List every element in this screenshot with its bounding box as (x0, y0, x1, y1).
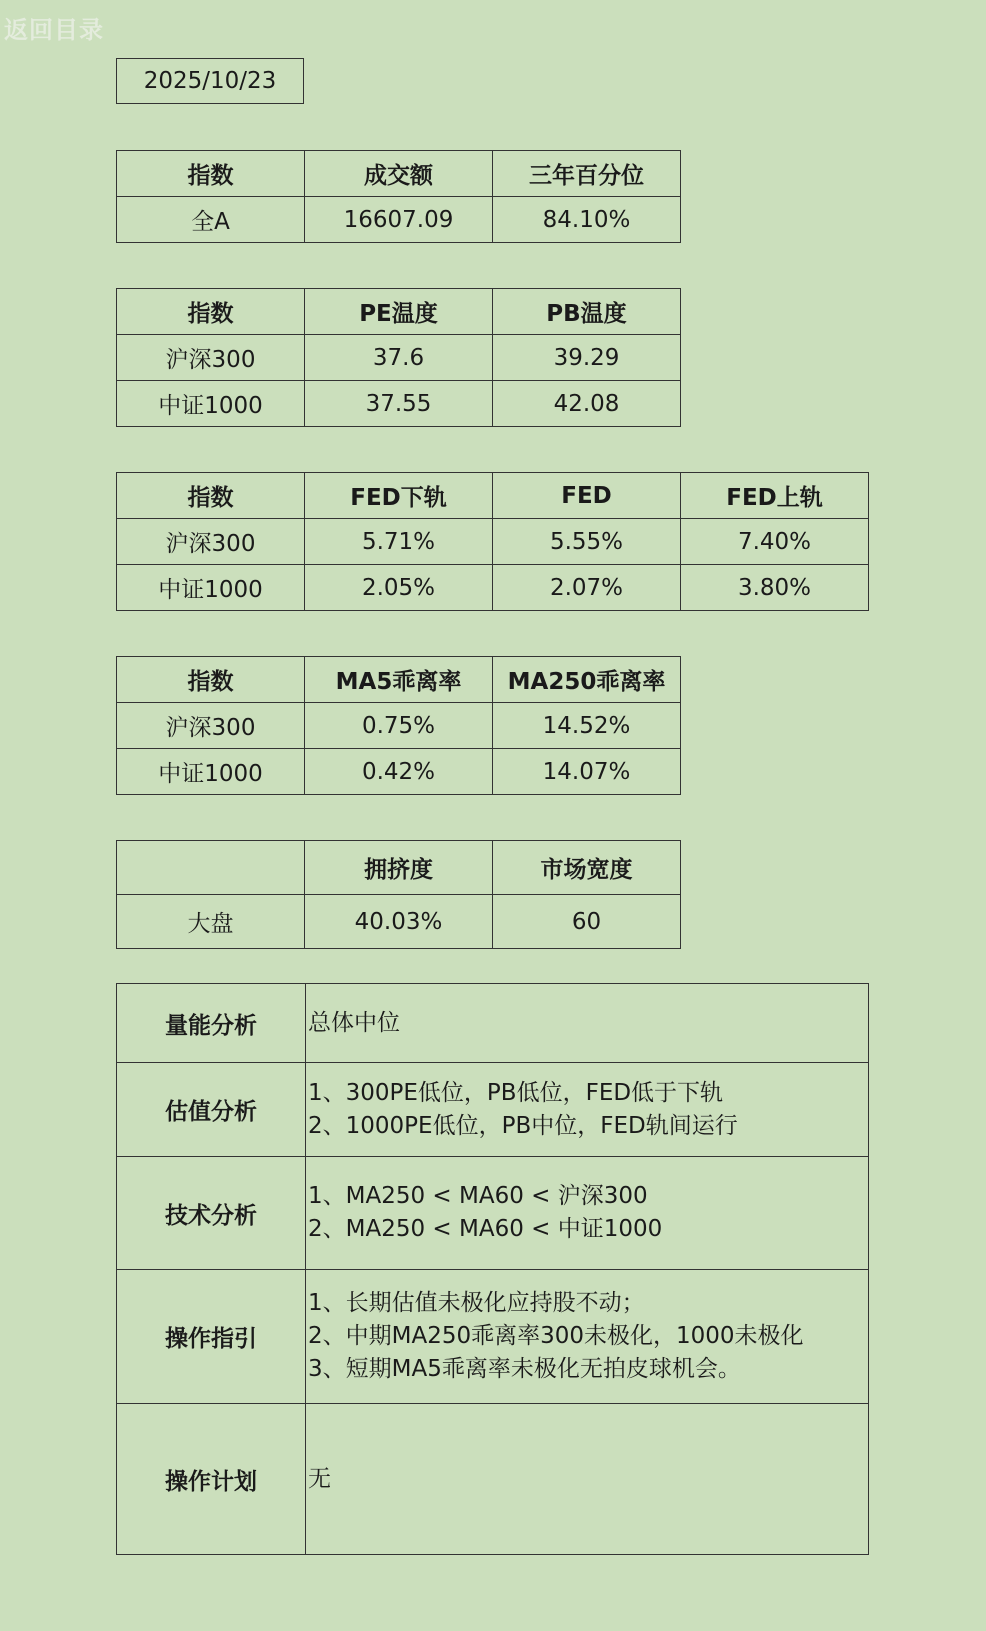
table-cell: 2.07% (493, 565, 681, 611)
table-cell: 14.07% (493, 749, 681, 795)
turnover-table (116, 150, 681, 243)
table-row (117, 381, 681, 427)
summary-line: 3、短期MA5乖离率未极化无拍皮球机会。 (308, 1356, 741, 1382)
header-cell: 指数 (117, 151, 305, 197)
table-cell: 沪深300 (117, 335, 305, 381)
table-cell: 37.55 (305, 381, 493, 427)
summary-key: 估值分析 (117, 1063, 306, 1157)
summary-line: 2、1000PE低位，PB中位，FED轨间运行 (308, 1112, 738, 1139)
summary-line: 1、MA250 < MA60 < 沪深300 (308, 1183, 648, 1209)
header-cell: MA250乖离率 (493, 657, 681, 703)
summary-line: 总体中位 (308, 1009, 400, 1036)
summary-key: 操作指引 (117, 1270, 306, 1404)
table-cell: 沪深300 (117, 519, 305, 565)
table-cell: 大盘 (117, 895, 305, 949)
header-cell: MA5乖离率 (305, 657, 493, 703)
table-header-row (117, 657, 681, 703)
table-cell: 84.10% (493, 197, 681, 243)
table-row (117, 519, 869, 565)
table-cell: 14.52% (493, 703, 681, 749)
table-header-row (117, 841, 681, 895)
summary-line: 1、300PE低位，PB低位，FED低于下轨 (308, 1079, 724, 1106)
summary-row (117, 1157, 869, 1270)
summary-row (117, 1270, 869, 1404)
summary-row (117, 1404, 869, 1555)
table-cell: 中证1000 (117, 565, 305, 611)
header-cell: 三年百分位 (493, 151, 681, 197)
report-date: 2025/10/23 (116, 58, 304, 104)
table-cell: 5.71% (305, 519, 493, 565)
header-cell: 指数 (117, 657, 305, 703)
temperature-table (116, 288, 681, 427)
header-cell: 市场宽度 (493, 841, 681, 895)
table-row (117, 335, 681, 381)
table-cell: 39.29 (493, 335, 681, 381)
summary-key: 量能分析 (117, 984, 306, 1063)
table-row (117, 749, 681, 795)
fed-table (116, 472, 869, 611)
table-cell: 40.03% (305, 895, 493, 949)
summary-line: 1、长期估值未极化应持股不动； (308, 1290, 645, 1316)
table-row (117, 895, 681, 949)
table-cell: 2.05% (305, 565, 493, 611)
table-cell: 3.80% (681, 565, 869, 611)
header-cell (117, 841, 305, 895)
analysis-summary-table (116, 983, 869, 1555)
header-cell: FED上轨 (681, 473, 869, 519)
summary-row (117, 1063, 869, 1157)
table-cell: 中证1000 (117, 381, 305, 427)
deviation-table (116, 656, 681, 795)
header-cell: FED下轨 (305, 473, 493, 519)
table-cell: 中证1000 (117, 749, 305, 795)
table-cell: 7.40% (681, 519, 869, 565)
table-cell: 沪深300 (117, 703, 305, 749)
summary-value (306, 1157, 869, 1270)
header-cell: 成交额 (305, 151, 493, 197)
summary-key: 操作计划 (117, 1404, 306, 1555)
header-cell: PE温度 (305, 289, 493, 335)
header-cell: FED (493, 473, 681, 519)
summary-value (306, 984, 869, 1063)
table-header-row (117, 289, 681, 335)
summary-row (117, 984, 869, 1063)
table-cell: 0.75% (305, 703, 493, 749)
table-cell: 60 (493, 895, 681, 949)
table-cell: 0.42% (305, 749, 493, 795)
table-row (117, 703, 681, 749)
summary-line: 无 (308, 1465, 331, 1492)
summary-value (306, 1063, 869, 1157)
summary-line: 2、中期MA250乖离率300未极化，1000未极化 (308, 1323, 804, 1349)
table-header-row (117, 151, 681, 197)
header-cell: 拥挤度 (305, 841, 493, 895)
table-cell: 16607.09 (305, 197, 493, 243)
header-cell: 指数 (117, 289, 305, 335)
summary-value (306, 1270, 869, 1404)
crowding-table (116, 840, 681, 949)
table-cell: 全A (117, 197, 305, 243)
summary-key: 技术分析 (117, 1157, 306, 1270)
table-cell: 5.55% (493, 519, 681, 565)
table-cell: 37.6 (305, 335, 493, 381)
table-row (117, 565, 869, 611)
header-cell: 指数 (117, 473, 305, 519)
table-header-row (117, 473, 869, 519)
header-cell: PB温度 (493, 289, 681, 335)
back-to-index-link[interactable]: 返回目录 (4, 16, 104, 44)
summary-line: 2、MA250 < MA60 < 中证1000 (308, 1216, 663, 1242)
summary-value (306, 1404, 869, 1555)
table-cell: 42.08 (493, 381, 681, 427)
table-row (117, 197, 681, 243)
